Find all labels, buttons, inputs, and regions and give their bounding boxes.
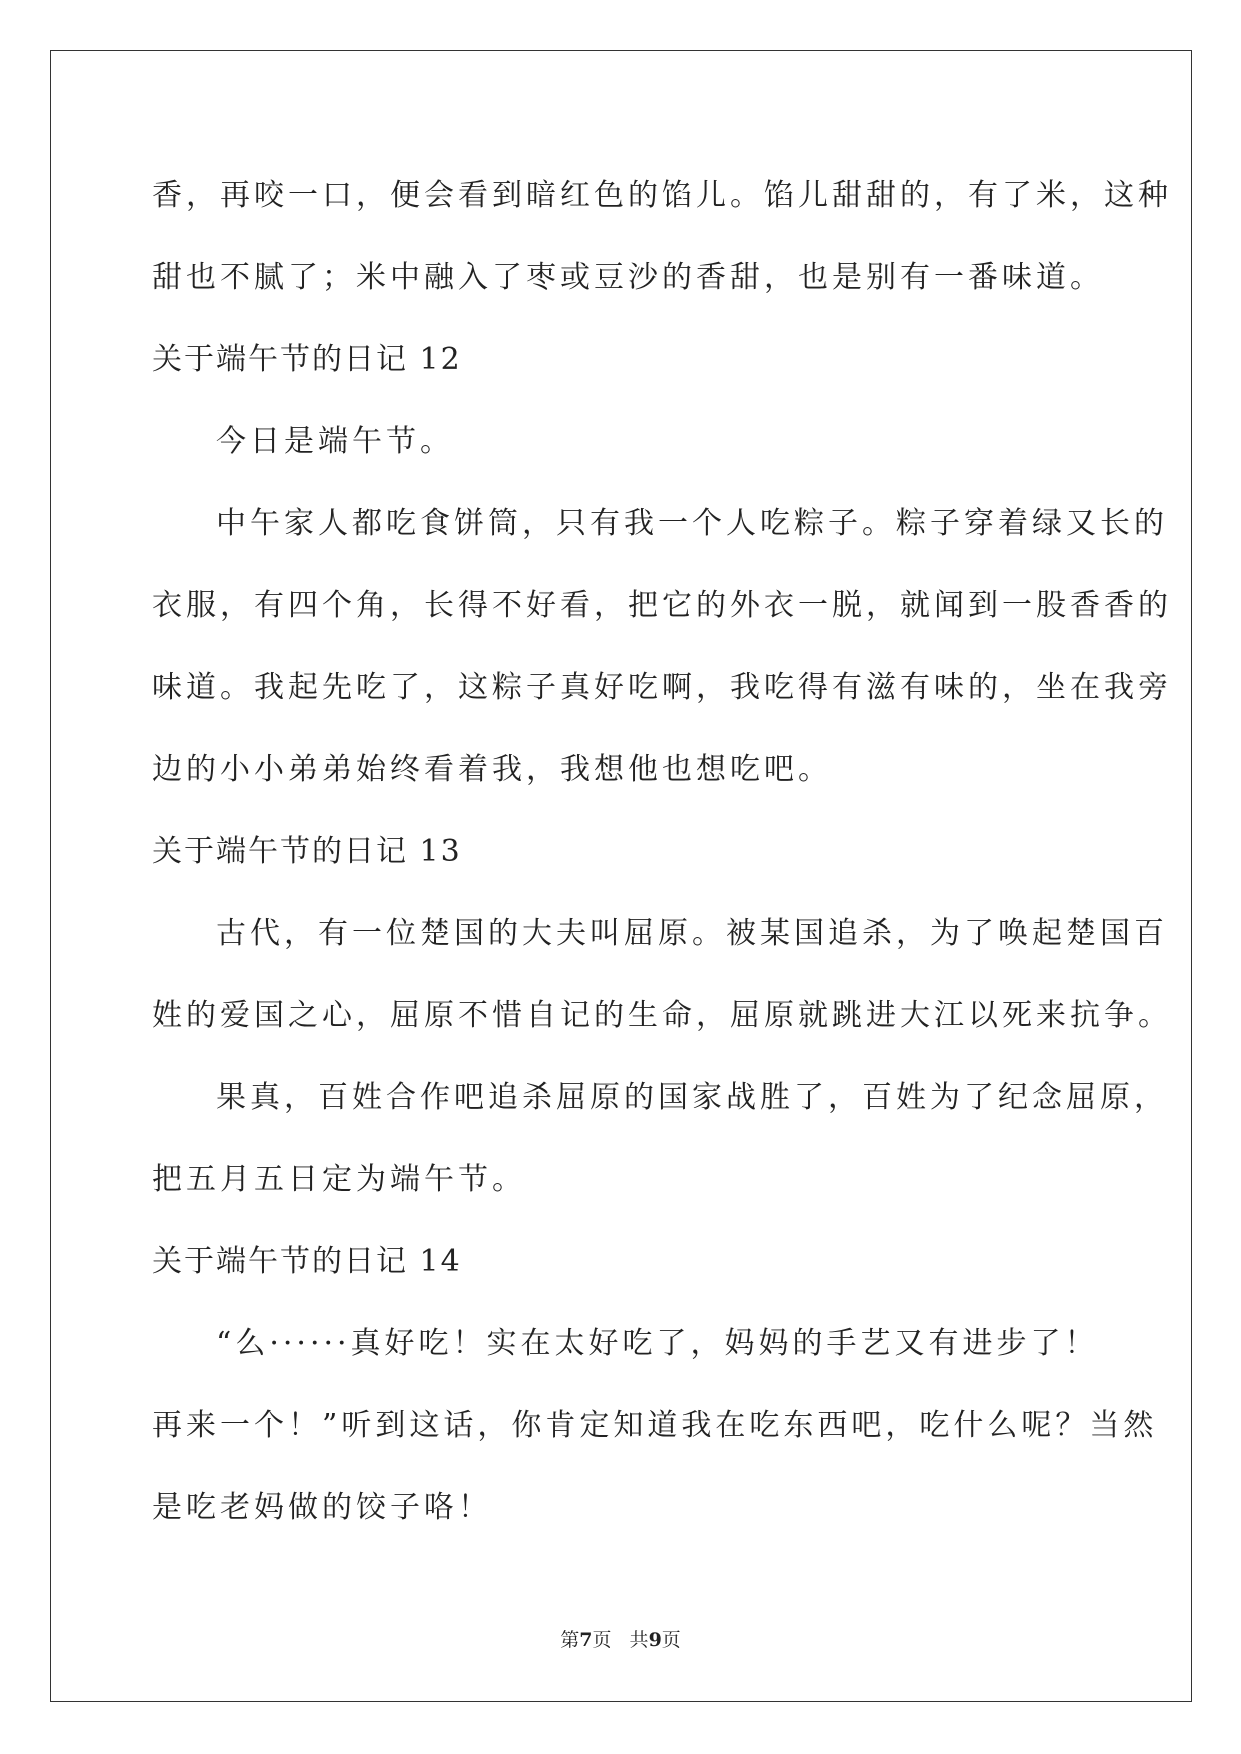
paragraph-first-line: 古代，有一位楚国的大夫叫屈原。被某国追杀，为了唤起楚国百 [216, 916, 1168, 951]
total-page-number: 9 [648, 1629, 662, 1651]
text-line: 是吃老妈做的饺子咯！ [152, 1490, 492, 1525]
paragraph-first-line: “么······真好吃！实在太好吃了，妈妈的手艺又有进步了！ [216, 1326, 1099, 1361]
section-heading-13: 关于端午节的日记 13 [152, 834, 462, 869]
section-heading-14: 关于端午节的日记 14 [152, 1244, 462, 1279]
footer-middle: 页 共 [592, 1629, 649, 1651]
text-line: 香，再咬一口，便会看到暗红色的馅儿。馅儿甜甜的，有了米，这种 [152, 178, 1172, 213]
text-line: 味道。我起先吃了，这粽子真好吃啊，我吃得有滋有味的，坐在我旁 [152, 670, 1172, 705]
paragraph-first-line: 今日是端午节。 [216, 424, 454, 459]
current-page-number: 7 [579, 1629, 593, 1651]
document-body [152, 155, 1172, 1549]
paragraph-first-line: 果真，百姓合作吧追杀屈原的国家战胜了，百姓为了纪念屈原， [216, 1080, 1168, 1115]
footer-prefix: 第 [560, 1629, 580, 1651]
page-footer [0, 1625, 1241, 1652]
section-heading-12: 关于端午节的日记 12 [152, 342, 462, 377]
text-line: 衣服，有四个角，长得不好看，把它的外衣一脱，就闻到一股香香的 [152, 588, 1172, 623]
paragraph-first-line: 中午家人都吃食饼筒，只有我一个人吃粽子。粽子穿着绿又长的 [216, 506, 1168, 541]
text-line: 甜也不腻了；米中融入了枣或豆沙的香甜，也是别有一番味道。 [152, 260, 1104, 295]
text-line: 再来一个！”听到这话，你肯定知道我在吃东西吧，吃什么呢？当然 [152, 1408, 1158, 1443]
text-line: 把五月五日定为端午节。 [152, 1162, 526, 1197]
text-line: 边的小小弟弟始终看着我，我想他也想吃吧。 [152, 752, 832, 787]
footer-suffix: 页 [661, 1629, 681, 1651]
text-line: 姓的爱国之心，屈原不惜自记的生命，屈原就跳进大江以死来抗争。 [152, 998, 1172, 1033]
